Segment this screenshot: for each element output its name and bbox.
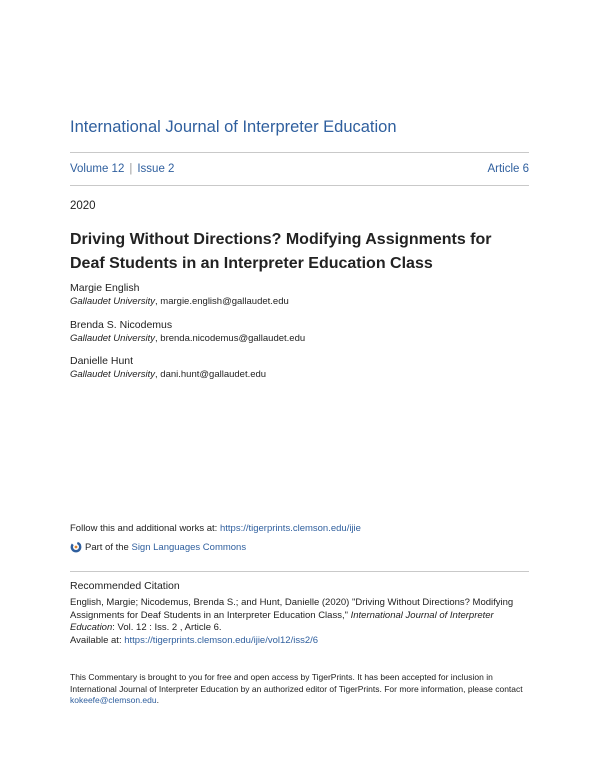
article-link[interactable]: Article 6 xyxy=(487,163,529,175)
part-of-line xyxy=(70,541,246,553)
author-block xyxy=(70,355,266,381)
top-divider xyxy=(70,152,529,153)
volume-link[interactable]: Volume 12 xyxy=(70,163,125,175)
author-affiliation: Gallaudet University, dani.hunt@gallaudet.edu xyxy=(70,369,267,380)
network-icon xyxy=(70,541,82,553)
follow-text: Follow this and additional works at: xyxy=(70,523,220,534)
author-affiliation: Gallaudet University, brenda.nicodemus@gallaudet.edu xyxy=(70,333,306,344)
available-label: Available at: xyxy=(70,634,125,646)
footer-text: This Commentary is brought to you for free and open access by TigerPrints. It has been accepted for inclusion in International Journal of Interpreter Education by an authorized editor of TigerPrints. For more information, please contact xyxy=(70,672,523,694)
citation-journal: International Journal of Interpreter Education xyxy=(70,609,494,633)
author-name: Margie English xyxy=(70,282,140,294)
journal-title[interactable]: International Journal of Interpreter Education xyxy=(70,118,397,136)
citation-end: : Vol. 12 : Iss. 2 , Article 6. xyxy=(112,622,222,633)
commons-link[interactable]: Sign Languages Commons xyxy=(131,541,247,553)
author-affiliation: Gallaudet University, margie.english@gallaudet.edu xyxy=(70,296,289,307)
article-url-link[interactable]: https://tigerprints.clemson.edu/ijie/vol12/iss2/6 xyxy=(124,634,319,646)
issue-link[interactable]: Issue 2 xyxy=(137,163,175,175)
repository-link[interactable]: https://tigerprints.clemson.edu/ijie xyxy=(219,523,361,534)
affiliation-name: Gallaudet University xyxy=(70,369,156,380)
author-name: Brenda S. Nicodemus xyxy=(70,319,173,331)
part-of-text: Part of the xyxy=(85,541,129,553)
author-email: margie.english@gallaudet.edu xyxy=(160,296,289,307)
author-block xyxy=(70,319,305,345)
publication-year: 2020 xyxy=(70,200,96,212)
author-name: Danielle Hunt xyxy=(70,355,134,367)
contact-email-link[interactable]: kokeefe@clemson.edu xyxy=(70,695,157,705)
author-email: dani.hunt@gallaudet.edu xyxy=(160,369,267,380)
bottom-divider xyxy=(70,185,529,186)
article-title: Driving Without Directions? Modifying Assignments for Deaf Students in an Interpreter Education Class xyxy=(70,231,492,272)
citation-divider xyxy=(70,571,529,572)
author-email: brenda.nicodemus@gallaudet.edu xyxy=(160,333,306,344)
affiliation-name: Gallaudet University xyxy=(70,296,156,307)
follow-line xyxy=(70,523,361,534)
footer-end: . xyxy=(156,695,159,705)
issue-line xyxy=(70,163,529,175)
citation-start: English, Margie; Nicodemus, Brenda S.; and Hunt, Danielle (2020) "Driving Without Directions? Modifying Assignments for Deaf Students in an Interpreter Education Class," xyxy=(70,597,514,621)
author-block xyxy=(70,282,289,308)
footer-notice xyxy=(70,672,532,707)
issue-separator: | xyxy=(129,163,133,175)
citation-text xyxy=(70,597,532,647)
affiliation-name: Gallaudet University xyxy=(70,333,156,344)
recommended-citation-heading: Recommended Citation xyxy=(70,580,180,592)
